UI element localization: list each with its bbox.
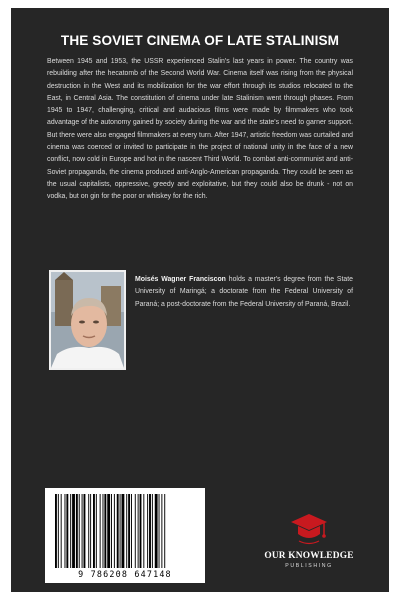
barcode-bar xyxy=(117,494,119,568)
barcode-bar xyxy=(138,494,139,568)
barcode-bar xyxy=(103,494,104,568)
barcode-bar xyxy=(65,494,66,568)
barcode-bar xyxy=(76,494,78,568)
barcode-bar xyxy=(114,494,115,568)
barcode-bar xyxy=(120,494,121,568)
barcode-bar xyxy=(58,494,59,568)
barcode-bar xyxy=(61,494,62,568)
barcode-bar xyxy=(128,494,130,568)
barcode-bar xyxy=(164,494,165,568)
book-description: Between 1945 and 1953, the USSR experienced Stalin's last years in power. The country was rebuilding after the hecatomb of the Second World War. Cinema itself was rising from the physical destruction in the West and its mobilization for the war effort through its studios relocated to the East, in Central Asia. The constitution of cinema under late Stalinism went through phases. From 1945 to 1947, challenging, critical and audacious films were made by filmmakers who took advantage of the autonomy gained by society during the war and the state's need to garner support. But there were also engaged filmmakers at every turn. After 1947, artistic freedom was curtailed and cinema was coerced or invited to participate in the project of national unity in the face of a new conflict, now cold in Europe and hot in the nascent Third World. To combat anti-communist and anti-Soviet propaganda, the cinema produced anti-Anglo-American propaganda. They could be seen as the usual capitalists, oppressive, greedy and exploitative, but they could also be drunk - not on vodka, but on gin for the poor or whiskey for the rich. xyxy=(47,58,353,201)
barcode-bar xyxy=(111,494,112,568)
isbn-barcode xyxy=(45,488,205,583)
publisher-subtitle: PUBLISHING xyxy=(285,563,333,569)
isbn-number: 9 786208 647148 xyxy=(78,569,172,579)
barcode-bar xyxy=(147,494,148,568)
author-bio-text: holds a master's degree from the State University of Maringá; a doctorate from the Federal University of Paraná; a post-doctorate from the Federal University of Paraná, Brazil. xyxy=(135,276,353,308)
barcode-bar xyxy=(131,494,132,568)
barcode-bar xyxy=(55,494,57,568)
book-title: THE SOVIET CINEMA OF LATE STALINISM xyxy=(60,33,340,48)
barcode-bar xyxy=(140,494,142,568)
author-portrait-image xyxy=(51,272,124,368)
author-bio xyxy=(135,274,353,311)
barcode-bar xyxy=(149,494,151,568)
publisher-logo xyxy=(251,508,367,578)
barcode-bar xyxy=(100,494,101,568)
barcode-bar xyxy=(104,494,106,568)
barcode-bar xyxy=(143,494,144,568)
author-photo xyxy=(49,270,126,370)
barcode-bar xyxy=(90,494,91,568)
publisher-name: OUR KNOWLEDGE xyxy=(264,551,354,561)
barcode-bar xyxy=(107,494,110,568)
barcode-bar xyxy=(159,494,160,568)
author-name: Moisés Wagner Franciscon xyxy=(135,276,226,283)
barcode-bar xyxy=(72,494,75,568)
barcode-bars xyxy=(53,494,197,568)
barcode-bar xyxy=(155,494,158,568)
barcode-bar xyxy=(93,494,95,568)
barcode-bar xyxy=(82,494,83,568)
barcode-bar xyxy=(70,494,71,568)
barcode-bar xyxy=(135,494,136,568)
barcode-bar xyxy=(126,494,127,568)
barcode-bar xyxy=(88,494,89,568)
barcode-bar xyxy=(161,494,162,568)
barcode-bar xyxy=(84,494,86,568)
barcode-bar xyxy=(79,494,80,568)
barcode-bar xyxy=(66,494,68,568)
barcode-bar xyxy=(122,494,125,568)
barcode-bar xyxy=(96,494,97,568)
barcode-bar xyxy=(152,494,153,568)
graduation-cap-icon xyxy=(289,508,329,548)
book-back-cover xyxy=(11,8,389,592)
